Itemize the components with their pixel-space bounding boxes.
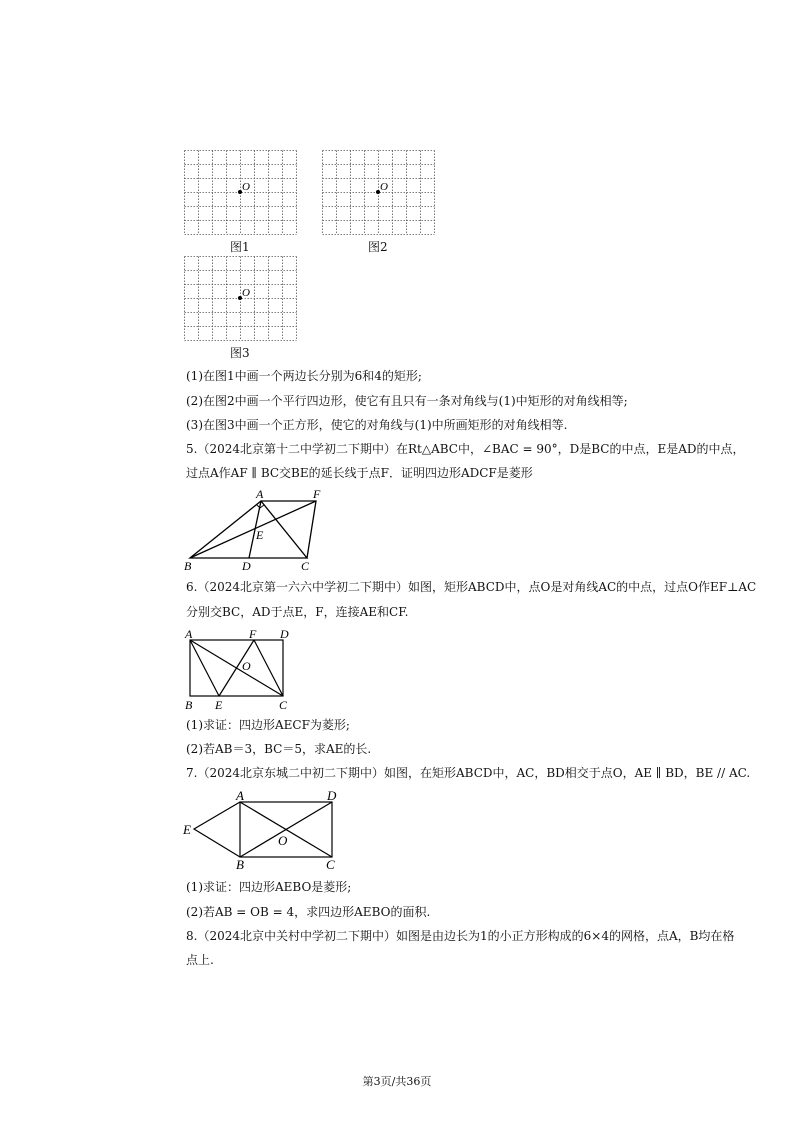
figure-3-caption: 图3 — [230, 346, 250, 360]
q8-statement-line-1: 8.（2024北京中关村中学初二下期中）如图是由边长为1的小正方形构成的6×4的网格，点A，B均在格 — [186, 929, 735, 943]
page-footer: 第3页/共36页 — [362, 1075, 432, 1088]
point-label-c: C — [279, 698, 288, 712]
segment-afc — [261, 501, 316, 558]
point-label-d: D — [327, 788, 337, 803]
q4-part-3: (3)在图3中画一个正方形，使它的对角线与(1)中所画矩形的对角线相等. — [186, 418, 568, 432]
q7-part-1: (1)求证：四边形AEBO是菱形; — [186, 880, 352, 894]
point-label-d: D — [280, 627, 289, 641]
q8-statement-line-2: 点上. — [186, 953, 214, 967]
point-label-o: O — [242, 659, 251, 673]
q5-statement-line-2: 过点A作AF ∥ BC交BE的延长线于点F．证明四边形ADCF是菱形 — [186, 466, 533, 480]
q6-rectangle-figure — [182, 626, 292, 712]
grid-figure-2 — [322, 150, 436, 238]
q6-statement-line-2: 分别交BC，AD于点E，F，连接AE和CF. — [186, 605, 409, 619]
point-label-c: C — [326, 857, 335, 872]
point-label-e: E — [183, 822, 191, 837]
figure-2-caption: 图2 — [368, 240, 388, 254]
q6-statement-line-1: 6.（2024北京第一六六中学初二下期中）如图，矩形ABCD中，点O是对角线AC的中点，过点O作EF⊥AC — [186, 580, 757, 594]
q4-part-2: (2)在图2中画一个平行四边形，使它有且只有一条对角线与(1)中矩形的对角线相等; — [186, 394, 628, 408]
point-label-e: E — [215, 698, 223, 712]
grid-center-label: O — [242, 181, 250, 193]
point-label-b: B — [236, 857, 244, 872]
point-label-e: E — [256, 528, 264, 542]
q5-statement-line-1: 5.（2024北京第十二中学初二下期中）在Rt△ABC中，∠BAC = 90°，D是BC的中点，E是AD的中点， — [186, 442, 745, 456]
q5-triangle-figure — [182, 486, 332, 572]
point-label-b: B — [185, 698, 193, 712]
q7-part-2: (2)若AB = OB = 4，求四边形AEBO的面积. — [186, 905, 431, 919]
point-label-b: B — [184, 559, 192, 572]
segments-ae-eb — [194, 802, 240, 857]
point-label-d: D — [242, 559, 251, 572]
grid-figure-3 — [184, 256, 298, 344]
point-label-a: A — [256, 487, 264, 501]
point-label-f: F — [313, 487, 321, 501]
q7-rectangle-figure — [182, 788, 342, 872]
figure-1-caption: 图1 — [230, 240, 250, 254]
grid-center-label: O — [380, 181, 388, 193]
grid-figure-1 — [184, 150, 298, 238]
point-label-o: O — [278, 833, 288, 848]
q4-part-1: (1)在图1中画一个两边长分别为6和4的矩形; — [186, 369, 422, 383]
q6-part-2: (2)若AB＝3，BC＝5，求AE的长. — [186, 742, 372, 756]
point-label-c: C — [301, 559, 310, 572]
point-label-a: A — [185, 627, 193, 641]
q7-statement-line-1: 7.（2024北京东城二中初二下期中）如图，在矩形ABCD中，AC，BD相交于点O，AE ∥ BD，BE // AC. — [186, 766, 751, 780]
grid-center-label: O — [242, 287, 250, 299]
segment-bf — [190, 501, 316, 558]
q6-part-1: (1)求证：四边形AECF为菱形; — [186, 718, 350, 732]
point-label-f: F — [249, 627, 257, 641]
point-label-a: A — [236, 788, 244, 803]
